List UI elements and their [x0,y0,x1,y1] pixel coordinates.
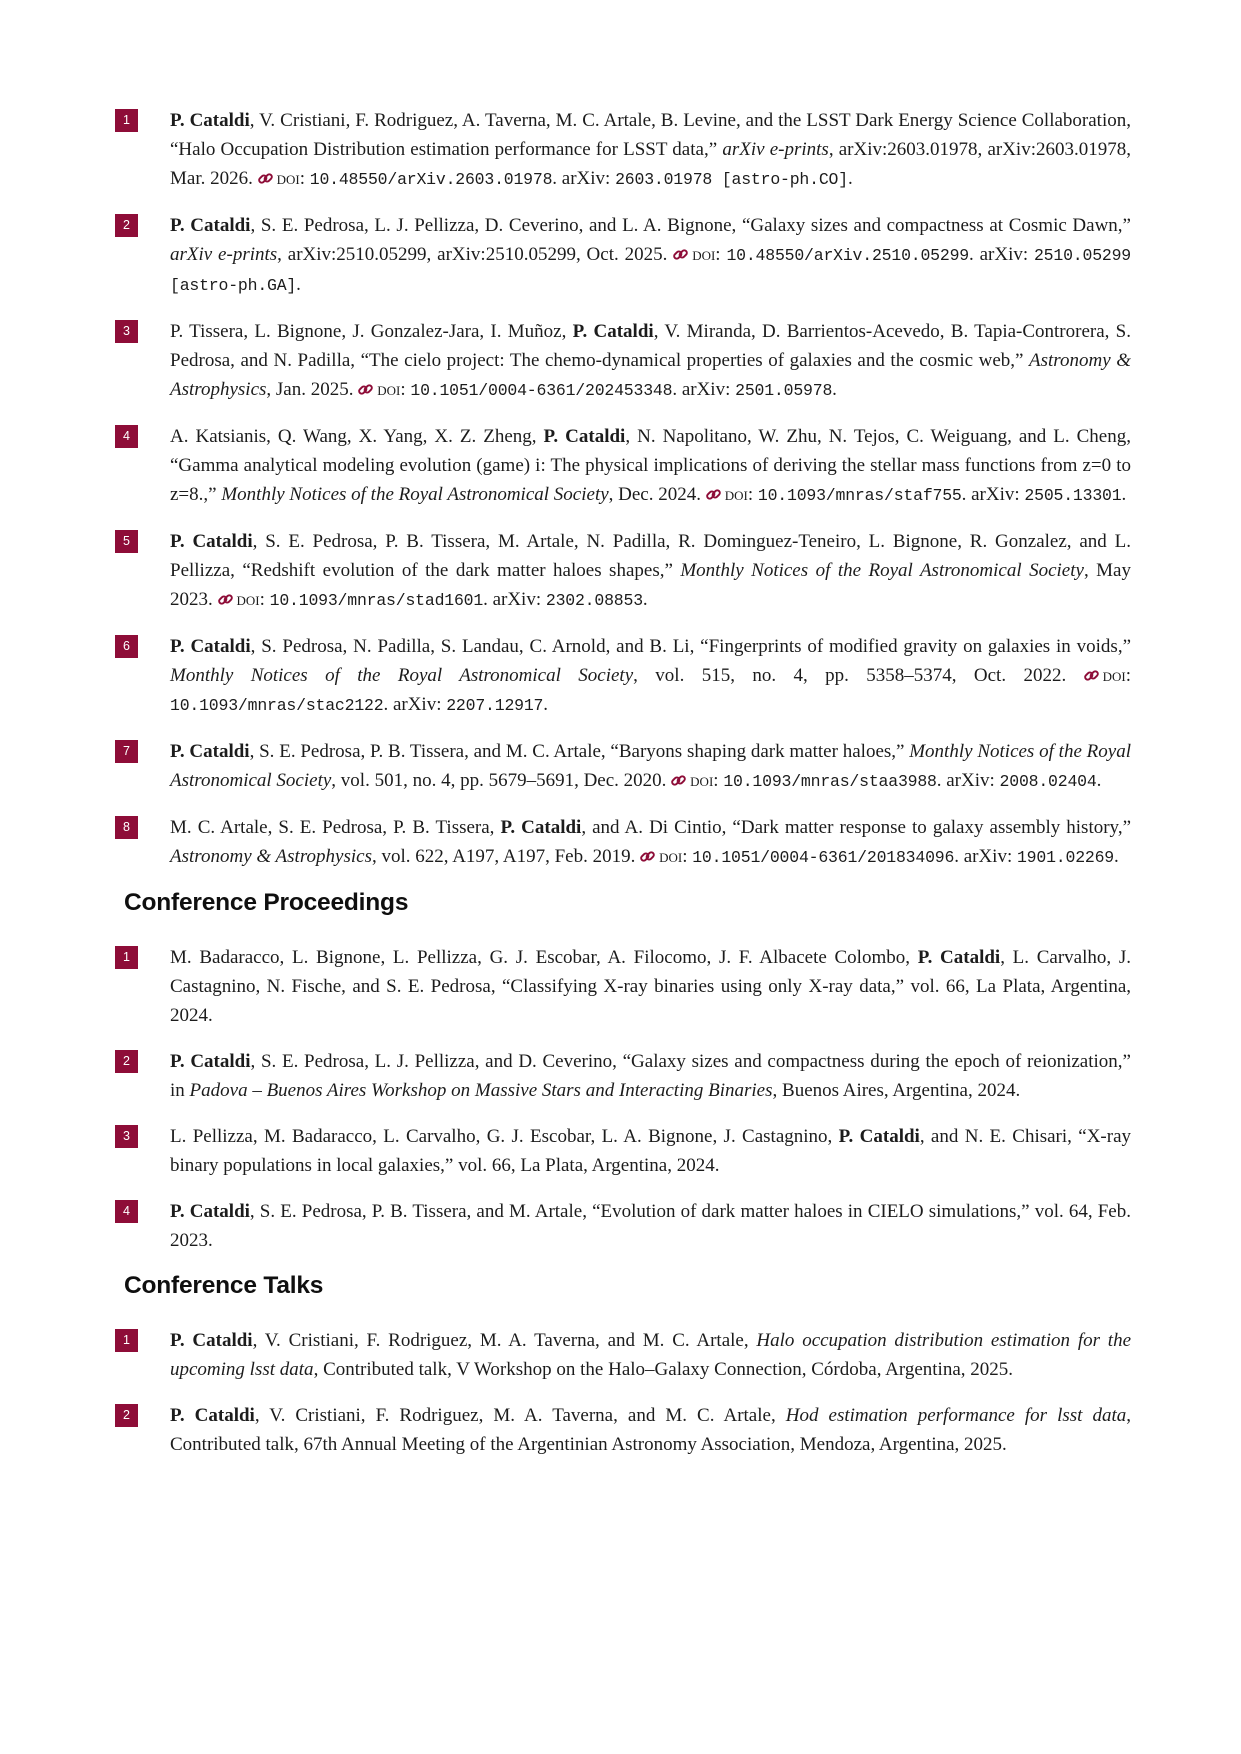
entry-text [170,737,1131,796]
doi-link-icon [358,382,373,397]
text-segment: , S. E. Pedrosa, L. J. Pellizza, and D. Ceverino, “Galaxy sizes and compactness during the epoch of reionization,” in [170,1051,1131,1101]
doi-link[interactable] [640,846,687,867]
proceeding-entry [115,943,1131,1030]
entry-number-badge: 3 [115,1125,138,1148]
entry-number-badge: 6 [115,635,138,658]
text-segment: . [296,274,301,295]
doi-link[interactable] [673,244,720,265]
entry-text [170,1401,1131,1459]
text-segment: . [1114,846,1119,867]
doi-label: doi: [692,244,721,265]
entry-number-badge: 2 [115,1404,138,1427]
text-segment: . [642,589,648,610]
entry-text [170,1047,1131,1105]
italic-title: Halo occupation distribution estimation for the upcoming lsst data [170,1330,1131,1380]
entry-number-badge: 1 [115,109,138,132]
text-segment: M. Badaracco, L. Bignone, L. Pellizza, G. J. Escobar, A. Filocomo, J. F. Albacete Colombo, [170,947,918,968]
entry-text [170,1326,1131,1384]
mono-identifier: 10.1093/mnras/staf755 [757,486,962,505]
doi-link-icon [671,773,686,788]
italic-title: Padova – Buenos Aires Workshop on Massive Stars and Interacting Binaries [189,1080,773,1101]
talk-entry [115,1401,1131,1459]
author-highlight: P. Cataldi [500,817,582,838]
entry-text [170,106,1131,194]
doi-label: doi: [1102,665,1132,686]
mono-identifier: 10.1093/mnras/staa3988 [723,772,937,791]
text-segment: . arXiv: [961,484,1025,505]
text-segment: . [1121,484,1127,505]
doi-link-icon [218,592,233,607]
publication-entry [115,813,1131,872]
entry-number-badge: 4 [115,425,138,448]
publication-entry [115,527,1131,615]
mono-identifier: 2510.05299 [astro-ph.GA] [170,246,1132,295]
entry-number-badge: 2 [115,1050,138,1073]
italic-title: Hod estimation performance for lsst data [785,1405,1127,1426]
proceeding-entry [115,1197,1131,1255]
text-segment: , arXiv:2510.05299, arXiv:2510.05299, Oct. 2025. [277,244,674,265]
entry-text [170,943,1131,1030]
text-segment: M. C. Artale, S. E. Pedrosa, P. B. Tissera, [170,817,501,838]
text-segment: , V. Miranda, D. Barrientos-Acevedo, B. Tapia-Controrera, S. Pedrosa, and N. Padilla, “The cielo project: The chemo-dynamical properties of galaxies and the cosmic web,” [170,321,1131,371]
doi-label: doi: [724,484,754,505]
doi-label: doi: [659,846,688,867]
text-segment: , Contributed talk, V Workshop on the Halo–Galaxy Connection, Córdoba, Argentina, 2025. [313,1359,1014,1380]
section-title-conference-talks: Conference Talks [124,1272,324,1299]
author-highlight: P. Cataldi [838,1126,920,1147]
text-segment: , Contributed talk, 67th Annual Meeting of the Argentinian Astronomy Association, Mendoza, Argentina, 2025. [170,1405,1131,1455]
italic-title: Monthly Notices of the Royal Astronomical Society [680,560,1084,581]
doi-link[interactable] [706,484,753,505]
entry-number-badge: 5 [115,530,138,553]
mono-identifier: 2302.08853 [545,591,643,610]
publication-entry [115,106,1131,194]
section-conference-talks [115,1272,1131,1459]
doi-link[interactable] [671,770,718,791]
text-segment: , S. E. Pedrosa, L. J. Pellizza, D. Ceverino, and L. A. Bignone, “Galaxy sizes and compactness at Cosmic Dawn,” [250,215,1131,236]
section-title-conference-proceedings: Conference Proceedings [124,889,409,916]
italic-title: Astronomy & Astrophysics [170,846,372,867]
text-segment: , V. Cristiani, F. Rodriguez, M. A. Taverna, and M. C. Artale, [252,1330,757,1351]
mono-identifier: 10.1093/mnras/stac2122 [170,696,384,715]
author-highlight: P. Cataldi [543,426,626,447]
text-segment: . arXiv: [383,694,447,715]
text-segment: . arXiv: [968,244,1034,265]
italic-title: arXiv e-prints [170,244,278,265]
text-segment: . arXiv: [672,379,736,400]
text-segment: . [543,694,549,715]
section-publications [115,106,1131,872]
proceeding-entry [115,1122,1131,1180]
mono-identifier: 10.48550/arXiv.2510.05299 [726,246,969,265]
entry-text [170,317,1131,405]
text-segment: , Buenos Aires, Argentina, 2024. [772,1080,1021,1101]
mono-identifier: 2501.05978 [735,381,833,400]
doi-link[interactable] [1084,665,1131,686]
text-segment: , Jan. 2025. [266,379,359,400]
text-segment: . arXiv: [552,168,616,189]
author-highlight: P. Cataldi [170,1330,253,1351]
text-segment: , and N. E. Chisari, “X-ray binary populations in local galaxies,” vol. 66, La Plata, Argentina, 2024. [170,1126,1132,1176]
doi-label: doi: [276,168,305,189]
text-segment: , arXiv:2603.01978, arXiv:2603.01978, Mar. 2026. [170,139,1131,189]
author-highlight: P. Cataldi [170,531,253,552]
mono-identifier: 10.1051/0004-6361/202453348 [410,381,673,400]
text-segment: , S. Pedrosa, N. Padilla, S. Landau, C. Arnold, and B. Li, “Fingerprints of modified gravity on galaxies in voids,” [250,636,1132,657]
text-segment: . arXiv: [936,770,1000,791]
talk-entry [115,1326,1131,1384]
entry-number-badge: 2 [115,214,138,237]
doi-link-icon [1084,668,1099,683]
author-highlight: P. Cataldi [917,947,1001,968]
text-segment: . arXiv: [483,589,546,610]
italic-title: Astronomy & Astrophysics [170,350,1131,400]
entry-text [170,527,1131,615]
text-segment: , S. E. Pedrosa, P. B. Tissera, M. Artale, N. Padilla, R. Dominguez-Teneiro, L. Bignone, R. Gonzalez, and L. Pellizza, “Redshift evolution of the dark matter haloes shapes,” [170,531,1131,581]
italic-title: Monthly Notices of the Royal Astronomical Society [170,665,634,686]
mono-identifier: 10.1093/mnras/stad1601 [269,591,484,610]
text-segment: , and A. Di Cintio, “Dark matter response to galaxy assembly history,” [581,817,1131,838]
author-highlight: P. Cataldi [170,215,251,236]
doi-link[interactable] [358,379,405,400]
author-highlight: P. Cataldi [170,1051,251,1072]
doi-link-icon [673,247,688,262]
mono-identifier: 10.48550/arXiv.2603.01978 [309,170,553,189]
mono-identifier: 2008.02404 [999,772,1097,791]
text-segment: . [847,168,853,189]
doi-label: doi: [690,770,719,791]
entry-number-badge: 3 [115,320,138,343]
entry-text [170,1197,1131,1255]
doi-link[interactable] [258,168,305,189]
doi-link[interactable] [218,589,265,610]
italic-title: arXiv e-prints [722,139,829,160]
entry-number-badge: 1 [115,1329,138,1352]
entry-text [170,422,1131,510]
text-segment: , V. Cristiani, F. Rodriguez, A. Taverna, M. C. Artale, B. Levine, and the LSST Dark Energy Science Collaboration, “Halo Occupation Distribution estimation performance for LSST data,” [170,110,1131,160]
text-segment: , Dec. 2024. [608,484,706,505]
text-segment: , L. Carvalho, J. Castagnino, N. Fische, and S. E. Pedrosa, “Classifying X-ray binaries using only X-ray data,” vol. 66, La Plata, Argentina, 2024. [170,947,1131,1026]
mono-identifier: 1901.02269 [1016,848,1115,867]
text-segment: . arXiv: [954,846,1017,867]
publication-entry [115,211,1131,300]
text-segment: . [1096,770,1102,791]
entry-text [170,632,1131,720]
section-conference-proceedings [115,889,1131,1255]
entry-number-badge: 1 [115,946,138,969]
doi-label: doi: [377,379,406,400]
italic-title: Monthly Notices of the Royal Astronomical Society [170,741,1131,791]
entry-number-badge: 4 [115,1200,138,1223]
text-segment: , S. E. Pedrosa, P. B. Tissera, and M. C. Artale, “Baryons shaping dark matter haloes,” [249,741,910,762]
text-segment: , vol. 622, A197, A197, Feb. 2019. [371,846,641,867]
publication-entry [115,317,1131,405]
text-segment: , vol. 501, no. 4, pp. 5679–5691, Dec. 2020. [331,770,672,791]
entry-text [170,813,1131,872]
doi-link-icon [258,171,273,186]
text-segment: P. Tissera, L. Bignone, J. Gonzalez-Jara, I. Muñoz, [170,321,573,342]
text-segment: , S. E. Pedrosa, P. B. Tissera, and M. Artale, “Evolution of dark matter haloes in CIELO simulations,” vol. 64, Feb. 2023. [170,1201,1131,1251]
author-highlight: P. Cataldi [170,636,251,657]
text-segment: L. Pellizza, M. Badaracco, L. Carvalho, G. J. Escobar, L. A. Bignone, J. Castagnino, [170,1126,839,1147]
entry-number-badge: 7 [115,740,138,763]
entry-number-badge: 8 [115,816,138,839]
publication-entry [115,422,1131,510]
proceeding-entry [115,1047,1131,1105]
sections-root [115,106,1131,1459]
text-segment: , vol. 515, no. 4, pp. 5358–5374, Oct. 2022. [633,665,1084,686]
text-segment: A. Katsianis, Q. Wang, X. Yang, X. Z. Zheng, [170,426,544,447]
author-highlight: P. Cataldi [170,741,250,762]
doi-label: doi: [236,589,265,610]
text-segment: , N. Napolitano, W. Zhu, N. Tejos, C. Weiguang, and L. Cheng, “Gamma analytical modeling evolution (game) i: The physical implications of deriving the stellar mass functions from z=0 to z=8.,” [170,426,1131,505]
text-segment: , May 2023. [170,560,1131,610]
mono-identifier: 2603.01978 [astro-ph.CO] [615,170,848,189]
italic-title: Monthly Notices of the Royal Astronomical Society [221,484,609,505]
author-highlight: P. Cataldi [170,1201,250,1222]
text-segment: . [832,379,837,400]
author-highlight: P. Cataldi [572,321,654,342]
author-highlight: P. Cataldi [170,110,250,131]
mono-identifier: 10.1051/0004-6361/201834096 [692,848,955,867]
doi-link-icon [706,487,721,502]
entry-text [170,211,1131,300]
author-highlight: P. Cataldi [170,1405,255,1426]
entry-text [170,1122,1131,1180]
text-segment: , V. Cristiani, F. Rodriguez, M. A. Taverna, and M. C. Artale, [254,1405,786,1426]
publication-entry [115,737,1131,796]
publication-entry [115,632,1131,720]
mono-identifier: 2505.13301 [1024,486,1122,505]
mono-identifier: 2207.12917 [446,696,544,715]
doi-link-icon [640,849,655,864]
